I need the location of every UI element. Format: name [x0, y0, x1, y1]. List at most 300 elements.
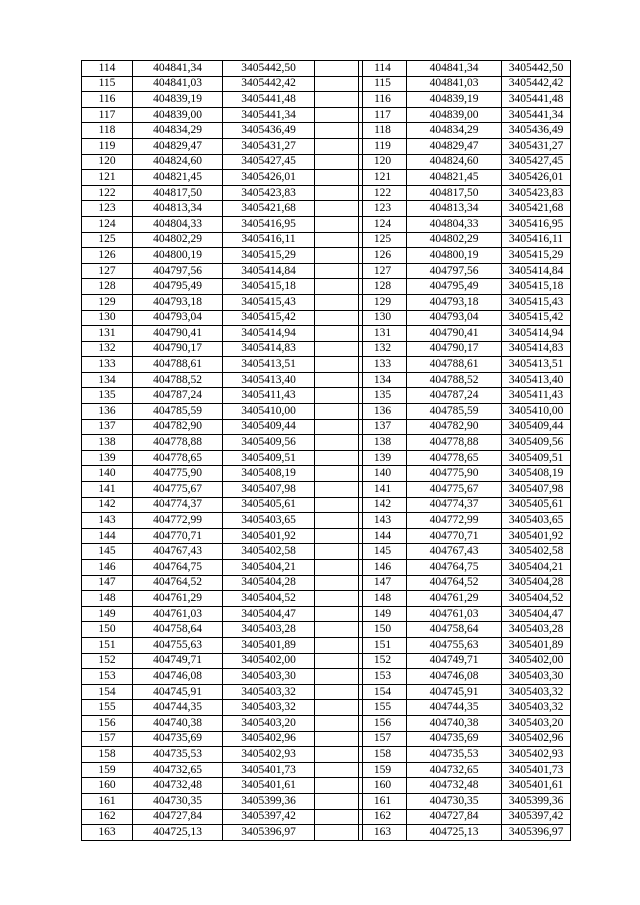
- y-coordinate-cell: 3405416,95: [223, 216, 315, 232]
- y-coordinate-cell: 3405431,27: [223, 138, 315, 154]
- point-number-cell: 162: [82, 809, 133, 825]
- table-row: [82, 154, 363, 170]
- y-coordinate-cell: 3405409,51: [502, 450, 571, 466]
- x-coordinate-cell: 404761,03: [407, 606, 502, 622]
- point-number-cell: 155: [82, 700, 133, 716]
- table-row: [82, 793, 363, 809]
- y-coordinate-cell: 3405413,51: [223, 357, 315, 373]
- table-row: [359, 591, 571, 607]
- y-coordinate-cell: 3405396,97: [502, 825, 571, 841]
- empty-separator-cell: [315, 123, 363, 139]
- y-coordinate-cell: 3405401,61: [502, 778, 571, 794]
- y-coordinate-cell: 3405399,36: [502, 793, 571, 809]
- y-coordinate-cell: 3405413,51: [502, 357, 571, 373]
- point-number-cell: 160: [359, 778, 407, 794]
- x-coordinate-cell: 404785,59: [133, 404, 223, 420]
- x-coordinate-cell: 404775,90: [407, 466, 502, 482]
- empty-separator-cell: [315, 92, 363, 108]
- table-row: [82, 450, 363, 466]
- empty-separator-cell: [315, 700, 363, 716]
- y-coordinate-cell: 3405402,00: [502, 653, 571, 669]
- y-coordinate-cell: 3405423,83: [502, 185, 571, 201]
- empty-separator-cell: [315, 357, 363, 373]
- y-coordinate-cell: 3405407,98: [502, 482, 571, 498]
- x-coordinate-cell: 404758,64: [133, 622, 223, 638]
- x-coordinate-cell: 404790,41: [133, 326, 223, 342]
- x-coordinate-cell: 404744,35: [407, 700, 502, 716]
- table-row: [359, 154, 571, 170]
- point-number-cell: 141: [359, 482, 407, 498]
- x-coordinate-cell: 404735,53: [133, 747, 223, 763]
- x-coordinate-cell: 404775,67: [407, 482, 502, 498]
- y-coordinate-cell: 3405399,36: [223, 793, 315, 809]
- table-row: [82, 419, 363, 435]
- x-coordinate-cell: 404735,69: [407, 731, 502, 747]
- x-coordinate-cell: 404813,34: [133, 201, 223, 217]
- point-number-cell: 156: [359, 715, 407, 731]
- point-number-cell: 122: [359, 185, 407, 201]
- y-coordinate-cell: 3405436,49: [502, 123, 571, 139]
- x-coordinate-cell: 404802,29: [133, 232, 223, 248]
- table-row: [359, 123, 571, 139]
- y-coordinate-cell: 3405408,19: [223, 466, 315, 482]
- table-row: [359, 185, 571, 201]
- point-number-cell: 158: [359, 747, 407, 763]
- point-number-cell: 134: [359, 372, 407, 388]
- y-coordinate-cell: 3405416,11: [502, 232, 571, 248]
- y-coordinate-cell: 3405441,48: [502, 92, 571, 108]
- x-coordinate-cell: 404761,29: [407, 591, 502, 607]
- x-coordinate-cell: 404740,38: [133, 715, 223, 731]
- y-coordinate-cell: 3405414,94: [502, 326, 571, 342]
- table-row: [359, 825, 571, 841]
- table-row: [359, 715, 571, 731]
- x-coordinate-cell: 404727,84: [407, 809, 502, 825]
- table-row: [82, 232, 363, 248]
- x-coordinate-cell: 404732,65: [407, 762, 502, 778]
- table-row: [82, 404, 363, 420]
- x-coordinate-cell: 404775,67: [133, 482, 223, 498]
- x-coordinate-cell: 404782,90: [133, 419, 223, 435]
- x-coordinate-cell: 404790,17: [407, 341, 502, 357]
- empty-separator-cell: [315, 544, 363, 560]
- point-number-cell: 139: [82, 450, 133, 466]
- y-coordinate-cell: 3405410,00: [223, 404, 315, 420]
- y-coordinate-cell: 3405427,45: [502, 154, 571, 170]
- table-row: [359, 762, 571, 778]
- y-coordinate-cell: 3405397,42: [502, 809, 571, 825]
- x-coordinate-cell: 404841,03: [407, 76, 502, 92]
- x-coordinate-cell: 404761,29: [133, 591, 223, 607]
- table-row: [82, 107, 363, 123]
- y-coordinate-cell: 3405414,84: [223, 263, 315, 279]
- table-row: [359, 357, 571, 373]
- x-coordinate-cell: 404746,08: [407, 669, 502, 685]
- y-coordinate-cell: 3405402,00: [223, 653, 315, 669]
- empty-separator-cell: [315, 653, 363, 669]
- empty-separator-cell: [315, 341, 363, 357]
- table-row: [359, 669, 571, 685]
- x-coordinate-cell: 404834,29: [133, 123, 223, 139]
- y-coordinate-cell: 3405426,01: [502, 170, 571, 186]
- point-number-cell: 163: [359, 825, 407, 841]
- x-coordinate-cell: 404725,13: [133, 825, 223, 841]
- empty-separator-cell: [315, 310, 363, 326]
- point-number-cell: 129: [82, 294, 133, 310]
- point-number-cell: 142: [82, 497, 133, 513]
- x-coordinate-cell: 404778,65: [407, 450, 502, 466]
- point-number-cell: 139: [359, 450, 407, 466]
- y-coordinate-cell: 3405404,47: [502, 606, 571, 622]
- point-number-cell: 146: [359, 560, 407, 576]
- point-number-cell: 147: [82, 575, 133, 591]
- x-coordinate-cell: 404795,49: [133, 279, 223, 295]
- point-number-cell: 153: [82, 669, 133, 685]
- empty-separator-cell: [315, 372, 363, 388]
- empty-separator-cell: [315, 482, 363, 498]
- x-coordinate-cell: 404755,63: [407, 637, 502, 653]
- y-coordinate-cell: 3405415,43: [502, 294, 571, 310]
- table-row: [359, 435, 571, 451]
- x-coordinate-cell: 404772,99: [407, 513, 502, 529]
- table-row: [359, 606, 571, 622]
- x-coordinate-cell: 404793,18: [407, 294, 502, 310]
- point-number-cell: 134: [82, 372, 133, 388]
- table-row: [82, 310, 363, 326]
- point-number-cell: 147: [359, 575, 407, 591]
- x-coordinate-cell: 404788,61: [133, 357, 223, 373]
- table-row: [359, 497, 571, 513]
- point-number-cell: 123: [82, 201, 133, 217]
- empty-separator-cell: [315, 731, 363, 747]
- x-coordinate-cell: 404770,71: [407, 528, 502, 544]
- y-coordinate-cell: 3405404,21: [223, 560, 315, 576]
- y-coordinate-cell: 3405402,58: [223, 544, 315, 560]
- x-coordinate-cell: 404817,50: [133, 185, 223, 201]
- table-row: [359, 61, 571, 77]
- table-row: [359, 138, 571, 154]
- table-row: [359, 263, 571, 279]
- table-row: [359, 294, 571, 310]
- y-coordinate-cell: 3405415,43: [223, 294, 315, 310]
- point-number-cell: 161: [359, 793, 407, 809]
- empty-separator-cell: [315, 279, 363, 295]
- x-coordinate-cell: 404744,35: [133, 700, 223, 716]
- y-coordinate-cell: 3405402,96: [502, 731, 571, 747]
- coordinates-table-left-body: [82, 61, 363, 841]
- table-row: [359, 544, 571, 560]
- table-row: [82, 684, 363, 700]
- empty-separator-cell: [315, 76, 363, 92]
- point-number-cell: 163: [82, 825, 133, 841]
- x-coordinate-cell: 404821,45: [133, 170, 223, 186]
- table-row: [82, 700, 363, 716]
- y-coordinate-cell: 3405403,65: [502, 513, 571, 529]
- table-row: [82, 123, 363, 139]
- table-row: [359, 809, 571, 825]
- empty-separator-cell: [315, 138, 363, 154]
- point-number-cell: 141: [82, 482, 133, 498]
- x-coordinate-cell: 404839,00: [407, 107, 502, 123]
- point-number-cell: 145: [359, 544, 407, 560]
- x-coordinate-cell: 404795,49: [407, 279, 502, 295]
- point-number-cell: 151: [82, 637, 133, 653]
- empty-separator-cell: [315, 201, 363, 217]
- y-coordinate-cell: 3405404,28: [223, 575, 315, 591]
- empty-separator-cell: [315, 185, 363, 201]
- x-coordinate-cell: 404829,47: [133, 138, 223, 154]
- x-coordinate-cell: 404764,75: [407, 560, 502, 576]
- point-number-cell: 114: [82, 61, 133, 77]
- x-coordinate-cell: 404746,08: [133, 669, 223, 685]
- table-row: [359, 450, 571, 466]
- y-coordinate-cell: 3405402,58: [502, 544, 571, 560]
- y-coordinate-cell: 3405415,29: [502, 248, 571, 264]
- y-coordinate-cell: 3405411,43: [223, 388, 315, 404]
- x-coordinate-cell: 404824,60: [407, 154, 502, 170]
- table-row: [359, 637, 571, 653]
- empty-separator-cell: [315, 560, 363, 576]
- y-coordinate-cell: 3405441,34: [502, 107, 571, 123]
- table-row: [359, 92, 571, 108]
- empty-separator-cell: [315, 778, 363, 794]
- point-number-cell: 136: [359, 404, 407, 420]
- x-coordinate-cell: 404778,65: [133, 450, 223, 466]
- point-number-cell: 161: [82, 793, 133, 809]
- point-number-cell: 126: [359, 248, 407, 264]
- point-number-cell: 123: [359, 201, 407, 217]
- point-number-cell: 138: [82, 435, 133, 451]
- point-number-cell: 128: [359, 279, 407, 295]
- y-coordinate-cell: 3405396,97: [223, 825, 315, 841]
- empty-separator-cell: [315, 591, 363, 607]
- y-coordinate-cell: 3405403,28: [223, 622, 315, 638]
- point-number-cell: 133: [359, 357, 407, 373]
- point-number-cell: 146: [82, 560, 133, 576]
- y-coordinate-cell: 3405402,93: [502, 747, 571, 763]
- point-number-cell: 129: [359, 294, 407, 310]
- point-number-cell: 127: [359, 263, 407, 279]
- x-coordinate-cell: 404735,69: [133, 731, 223, 747]
- table-row: [82, 591, 363, 607]
- x-coordinate-cell: 404793,18: [133, 294, 223, 310]
- x-coordinate-cell: 404821,45: [407, 170, 502, 186]
- table-row: [82, 825, 363, 841]
- empty-separator-cell: [315, 216, 363, 232]
- point-number-cell: 153: [359, 669, 407, 685]
- y-coordinate-cell: 3405414,94: [223, 326, 315, 342]
- point-number-cell: 119: [359, 138, 407, 154]
- point-number-cell: 148: [359, 591, 407, 607]
- point-number-cell: 159: [359, 762, 407, 778]
- y-coordinate-cell: 3405403,20: [502, 715, 571, 731]
- y-coordinate-cell: 3405421,68: [502, 201, 571, 217]
- x-coordinate-cell: 404749,71: [133, 653, 223, 669]
- y-coordinate-cell: 3405423,83: [223, 185, 315, 201]
- y-coordinate-cell: 3405414,83: [223, 341, 315, 357]
- y-coordinate-cell: 3405442,42: [502, 76, 571, 92]
- table-row: [82, 637, 363, 653]
- y-coordinate-cell: 3405426,01: [223, 170, 315, 186]
- empty-separator-cell: [315, 622, 363, 638]
- point-number-cell: 150: [82, 622, 133, 638]
- x-coordinate-cell: 404788,52: [133, 372, 223, 388]
- y-coordinate-cell: 3405410,00: [502, 404, 571, 420]
- x-coordinate-cell: 404802,29: [407, 232, 502, 248]
- empty-separator-cell: [315, 809, 363, 825]
- y-coordinate-cell: 3405441,34: [223, 107, 315, 123]
- y-coordinate-cell: 3405413,40: [223, 372, 315, 388]
- x-coordinate-cell: 404787,24: [407, 388, 502, 404]
- point-number-cell: 127: [82, 263, 133, 279]
- x-coordinate-cell: 404775,90: [133, 466, 223, 482]
- empty-separator-cell: [315, 154, 363, 170]
- y-coordinate-cell: 3405405,61: [502, 497, 571, 513]
- y-coordinate-cell: 3405415,18: [502, 279, 571, 295]
- x-coordinate-cell: 404758,64: [407, 622, 502, 638]
- table-row: [359, 76, 571, 92]
- x-coordinate-cell: 404732,48: [133, 778, 223, 794]
- point-number-cell: 156: [82, 715, 133, 731]
- empty-separator-cell: [315, 388, 363, 404]
- y-coordinate-cell: 3405427,45: [223, 154, 315, 170]
- table-row: [82, 201, 363, 217]
- y-coordinate-cell: 3405409,44: [502, 419, 571, 435]
- coordinates-table-right: [358, 60, 571, 841]
- point-number-cell: 132: [82, 341, 133, 357]
- table-row: [82, 263, 363, 279]
- y-coordinate-cell: 3405397,42: [223, 809, 315, 825]
- point-number-cell: 157: [82, 731, 133, 747]
- x-coordinate-cell: 404745,91: [407, 684, 502, 700]
- x-coordinate-cell: 404732,48: [407, 778, 502, 794]
- table-row: [82, 809, 363, 825]
- table-row: [359, 170, 571, 186]
- table-row: [82, 575, 363, 591]
- x-coordinate-cell: 404735,53: [407, 747, 502, 763]
- y-coordinate-cell: 3405411,43: [502, 388, 571, 404]
- table-row: [359, 560, 571, 576]
- point-number-cell: 155: [359, 700, 407, 716]
- point-number-cell: 154: [82, 684, 133, 700]
- empty-separator-cell: [315, 606, 363, 622]
- y-coordinate-cell: 3405442,50: [223, 61, 315, 77]
- table-row: [82, 778, 363, 794]
- x-coordinate-cell: 404829,47: [407, 138, 502, 154]
- table-row: [359, 107, 571, 123]
- table-row: [359, 419, 571, 435]
- x-coordinate-cell: 404767,43: [407, 544, 502, 560]
- point-number-cell: 121: [82, 170, 133, 186]
- y-coordinate-cell: 3405415,42: [502, 310, 571, 326]
- x-coordinate-cell: 404767,43: [133, 544, 223, 560]
- empty-separator-cell: [315, 825, 363, 841]
- point-number-cell: 125: [82, 232, 133, 248]
- point-number-cell: 160: [82, 778, 133, 794]
- y-coordinate-cell: 3405401,92: [223, 528, 315, 544]
- empty-separator-cell: [315, 263, 363, 279]
- point-number-cell: 152: [82, 653, 133, 669]
- y-coordinate-cell: 3405409,56: [502, 435, 571, 451]
- point-number-cell: 118: [359, 123, 407, 139]
- point-number-cell: 145: [82, 544, 133, 560]
- y-coordinate-cell: 3405404,21: [502, 560, 571, 576]
- table-row: [359, 248, 571, 264]
- point-number-cell: 114: [359, 61, 407, 77]
- table-row: [359, 326, 571, 342]
- table-row: [82, 138, 363, 154]
- x-coordinate-cell: 404797,56: [133, 263, 223, 279]
- x-coordinate-cell: 404727,84: [133, 809, 223, 825]
- point-number-cell: 130: [359, 310, 407, 326]
- empty-separator-cell: [315, 61, 363, 77]
- x-coordinate-cell: 404790,17: [133, 341, 223, 357]
- x-coordinate-cell: 404839,00: [133, 107, 223, 123]
- y-coordinate-cell: 3405405,61: [223, 497, 315, 513]
- empty-separator-cell: [315, 294, 363, 310]
- x-coordinate-cell: 404834,29: [407, 123, 502, 139]
- table-row: [359, 216, 571, 232]
- table-row: [82, 762, 363, 778]
- point-number-cell: 149: [82, 606, 133, 622]
- y-coordinate-cell: 3405404,52: [223, 591, 315, 607]
- point-number-cell: 148: [82, 591, 133, 607]
- point-number-cell: 124: [359, 216, 407, 232]
- y-coordinate-cell: 3405403,20: [223, 715, 315, 731]
- x-coordinate-cell: 404725,13: [407, 825, 502, 841]
- x-coordinate-cell: 404770,71: [133, 528, 223, 544]
- y-coordinate-cell: 3405403,30: [502, 669, 571, 685]
- table-row: [82, 279, 363, 295]
- x-coordinate-cell: 404824,60: [133, 154, 223, 170]
- y-coordinate-cell: 3405404,28: [502, 575, 571, 591]
- point-number-cell: 135: [359, 388, 407, 404]
- table-row: [359, 388, 571, 404]
- y-coordinate-cell: 3405403,32: [502, 684, 571, 700]
- empty-separator-cell: [315, 248, 363, 264]
- table-row: [82, 653, 363, 669]
- point-number-cell: 126: [82, 248, 133, 264]
- x-coordinate-cell: 404782,90: [407, 419, 502, 435]
- y-coordinate-cell: 3405403,32: [223, 684, 315, 700]
- point-number-cell: 149: [359, 606, 407, 622]
- y-coordinate-cell: 3405442,42: [223, 76, 315, 92]
- y-coordinate-cell: 3405415,18: [223, 279, 315, 295]
- x-coordinate-cell: 404788,52: [407, 372, 502, 388]
- table-row: [82, 170, 363, 186]
- empty-separator-cell: [315, 513, 363, 529]
- point-number-cell: 154: [359, 684, 407, 700]
- point-number-cell: 157: [359, 731, 407, 747]
- empty-separator-cell: [315, 762, 363, 778]
- table-row: [82, 544, 363, 560]
- empty-separator-cell: [315, 715, 363, 731]
- y-coordinate-cell: 3405401,92: [502, 528, 571, 544]
- table-row: [359, 747, 571, 763]
- table-row: [82, 497, 363, 513]
- point-number-cell: 128: [82, 279, 133, 295]
- x-coordinate-cell: 404740,38: [407, 715, 502, 731]
- y-coordinate-cell: 3405409,51: [223, 450, 315, 466]
- point-number-cell: 140: [82, 466, 133, 482]
- x-coordinate-cell: 404745,91: [133, 684, 223, 700]
- empty-separator-cell: [315, 419, 363, 435]
- empty-separator-cell: [315, 684, 363, 700]
- point-number-cell: 116: [359, 92, 407, 108]
- point-number-cell: 152: [359, 653, 407, 669]
- x-coordinate-cell: 404839,19: [133, 92, 223, 108]
- table-row: [359, 575, 571, 591]
